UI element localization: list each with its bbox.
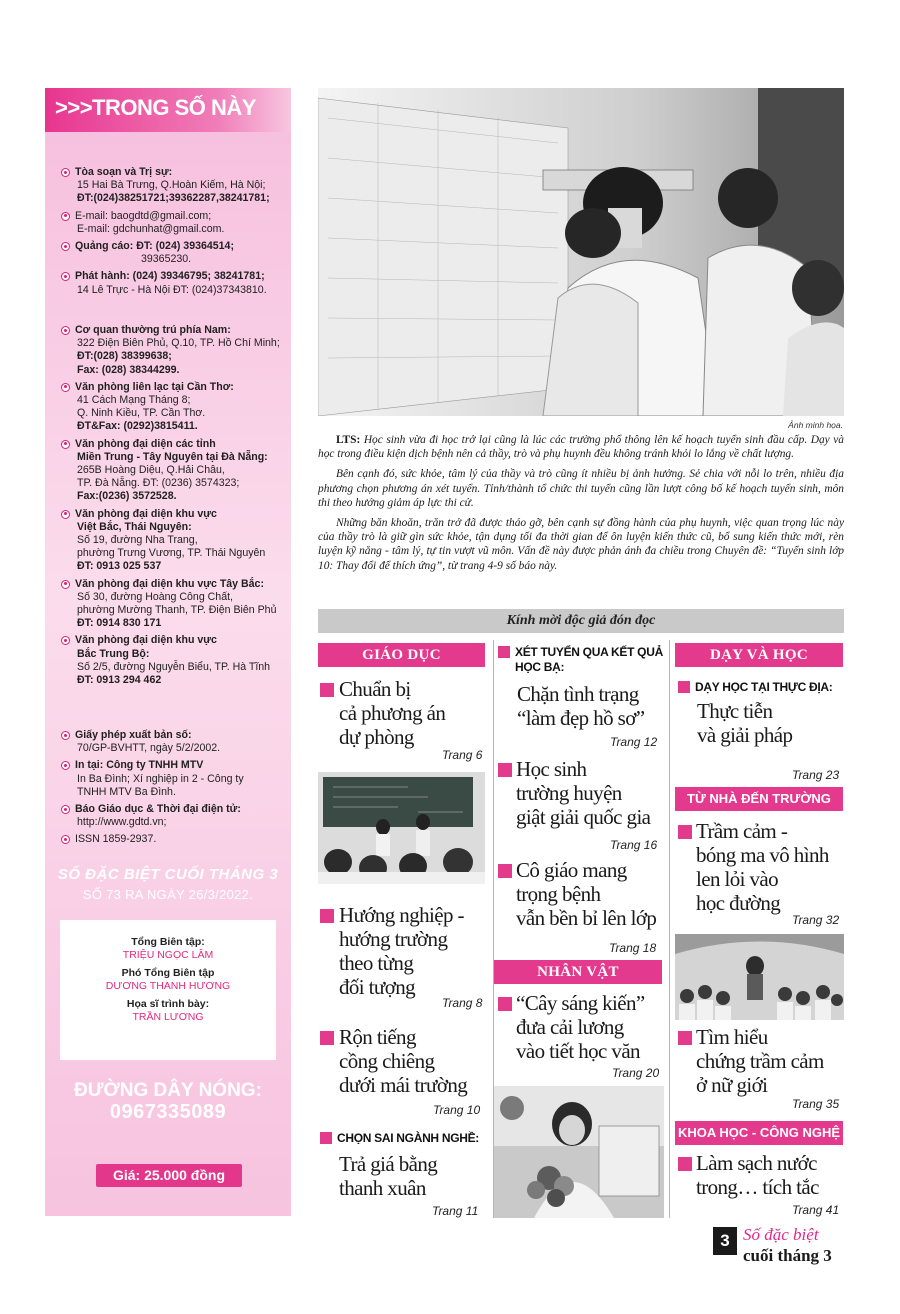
article-title: đối tượng bbox=[339, 975, 416, 999]
staff-role: Tổng Biên tập: bbox=[131, 936, 205, 948]
contact-item bbox=[61, 324, 287, 377]
contact-line: In Ba Đình; Xí nghiệp in 2 - Công ty bbox=[77, 772, 244, 785]
article-title: Chặn tình trạng bbox=[517, 682, 639, 706]
hotline-number: 0967335089 bbox=[109, 1101, 227, 1123]
contact-item bbox=[61, 438, 287, 504]
contact-item bbox=[61, 729, 287, 755]
bullet-icon bbox=[61, 272, 70, 281]
article-day-hoc-thuc-dia[interactable] bbox=[678, 680, 844, 784]
article-title: len lỏi vào bbox=[696, 867, 779, 891]
contact-line: ĐT: 0914 830 171 bbox=[77, 617, 162, 630]
bullet-icon bbox=[61, 636, 70, 645]
square-bullet-icon bbox=[678, 681, 690, 693]
classroom-photo-illustration bbox=[318, 772, 485, 884]
article-title: thanh xuân bbox=[339, 1176, 426, 1200]
bullet-icon bbox=[61, 212, 70, 221]
article-title: trong… tích tắc bbox=[696, 1175, 819, 1199]
contact-line: 39365230. bbox=[141, 253, 192, 266]
article-title: Rộn tiếng bbox=[339, 1025, 416, 1049]
article-chuan-bi[interactable] bbox=[320, 678, 485, 768]
contact-line: Số 2/5, đường Nguyễn Biểu, TP. Hà Tĩnh bbox=[77, 660, 271, 673]
contact-line: TNHH MTV Ba Đình. bbox=[77, 785, 176, 798]
article-xet-tuyen[interactable] bbox=[498, 645, 664, 755]
contact-line: ĐT:(028) 38399638; bbox=[77, 350, 172, 363]
school-event-photo bbox=[675, 934, 844, 1020]
contact-label: Giấy phép xuất bản số: bbox=[75, 729, 192, 741]
article-kicker: XÉT TUYỂN QUA KẾT QUẢ bbox=[515, 645, 663, 659]
contact-list-1 bbox=[61, 166, 287, 301]
students-photo-illustration bbox=[318, 88, 844, 416]
article-title: trọng bệnh bbox=[516, 882, 601, 906]
contact-line: ĐT&Fax: (0292)3815411. bbox=[77, 420, 198, 433]
article-page: Trang 18 bbox=[609, 941, 657, 955]
contact-label: Quảng cáo: ĐT: (024) 39364514; bbox=[75, 240, 234, 253]
article-title: dự phòng bbox=[339, 725, 414, 749]
sidebar bbox=[45, 88, 291, 1216]
article-title: cả phương án bbox=[339, 701, 446, 725]
square-bullet-icon bbox=[498, 864, 512, 878]
article-title: trường huyện bbox=[516, 781, 622, 805]
article-page: Trang 10 bbox=[433, 1103, 481, 1117]
square-bullet-icon bbox=[320, 683, 334, 697]
article-title: và giải pháp bbox=[697, 723, 793, 747]
contact-line: Bắc Trung Bộ: bbox=[77, 647, 150, 660]
square-bullet-icon bbox=[498, 763, 512, 777]
article-page: Trang 12 bbox=[610, 735, 658, 749]
bullet-icon bbox=[61, 805, 70, 814]
article-page: Trang 11 bbox=[432, 1204, 479, 1218]
contact-label: Tòa soạn và Trị sự: bbox=[75, 166, 173, 178]
teacher-award-photo-illustration bbox=[494, 1086, 664, 1218]
article-title: chứng trầm cảm bbox=[696, 1049, 824, 1073]
bullet-icon bbox=[61, 383, 70, 392]
contact-line: phường Trưng Vương, TP. Thái Nguyên bbox=[77, 547, 266, 560]
contact-line: Số 30, đường Hoàng Công Chất, bbox=[77, 590, 233, 603]
bullet-icon bbox=[61, 242, 70, 251]
article-title: Cô giáo mang bbox=[516, 858, 627, 882]
contact-item bbox=[61, 508, 287, 574]
contact-label: In tại: Công ty TNHH MTV bbox=[75, 759, 204, 772]
square-bullet-icon bbox=[320, 1132, 332, 1144]
section-khoa-hoc-cong-nghe: KHOA HỌC - CÔNG NGHỆ bbox=[675, 1121, 843, 1145]
contact-item bbox=[61, 381, 287, 434]
lts-label: LTS: bbox=[336, 434, 361, 446]
staff-role: Phó Tổng Biên tập bbox=[121, 967, 215, 979]
intro-paragraph-2: Bên cạnh đó, sức khỏe, tâm lý của thầy và trò cũng ít nhiều bị ảnh hưởng. Sẻ chia với nỗi lo trên, nhiều địa phương chọn phương án xét tuyển. Tỉnh/thành tổ chức thi tuyển cũng lần lượt công bố kế hoạch tuyển sinh, môn thi theo hướng giảm áp lực thi cử. bbox=[318, 468, 844, 509]
contact-item bbox=[61, 240, 287, 266]
contact-line: ĐT:(024)38251721;39362287,38241781; bbox=[77, 192, 270, 205]
article-title: Làm sạch nước bbox=[696, 1151, 817, 1175]
bullet-icon bbox=[61, 440, 70, 449]
contact-line: 41 Cách Mạng Tháng 8; bbox=[77, 394, 191, 407]
article-title: cồng chiêng bbox=[339, 1049, 435, 1073]
contact-label: Văn phòng đại diện khu vực bbox=[75, 634, 217, 647]
contact-line: E-mail: gdchunhat@gmail.com. bbox=[77, 222, 225, 235]
article-title: giật giải quốc gia bbox=[516, 805, 651, 829]
bullet-icon bbox=[61, 761, 70, 770]
issue-number: SỐ 73 RA NGÀY 26/3/2022. bbox=[82, 887, 254, 902]
editor-note bbox=[318, 433, 844, 579]
contact-line: phường Mường Thanh, TP. Điện Biên Phủ bbox=[77, 604, 277, 617]
contact-line: ĐT: 0913 294 462 bbox=[77, 674, 162, 687]
contact-label: Cơ quan thường trú phía Nam: bbox=[75, 324, 231, 336]
contact-line: Fax:(0236) 3572528. bbox=[77, 490, 177, 503]
contact-line: 14 Lê Trực - Hà Nội ĐT: (024)37343810. bbox=[77, 283, 267, 296]
contact-line: Q. Ninh Kiều, TP. Cần Thơ. bbox=[77, 407, 206, 420]
bullet-icon bbox=[61, 731, 70, 740]
contact-label: E-mail: baogdtd@gmail.com; bbox=[75, 209, 212, 222]
intro-text: Học sinh vừa đi học trở lại cũng là lúc các trường phổ thông lên kế hoạch tuyển sinh đầu cấp. Dạy và học trong điều kiện dịch bệnh nên cả thầy, trò và phụ huynh đều không tránh khỏi lo lắng về chất lượng. bbox=[318, 434, 844, 461]
intro-paragraph-3: Những băn khoăn, trăn trở đã được tháo gỡ, bên cạnh sự đồng hành của phụ huynh, việc quan trọng lúc này của thầy trò là giữ gìn sức khỏe, tận dụng tối đa thời gian để ôn luyện kiến thức cũ, bổ sung kiến thức mới, rèn luyện kỹ năng - tâm lý, tự tin vượt vũ môn. Vấn đề này được phản ánh đa chiều trong Chuyên đề: “Tuyển sinh lớp 10: Thay đổi để thích ứng”, từ trang 4-9 số báo này. bbox=[318, 517, 844, 572]
article-title: Trầm cảm - bbox=[696, 819, 788, 843]
contact-item bbox=[61, 759, 287, 799]
photo-caption: Ảnh minh họa. bbox=[788, 420, 843, 430]
contact-label: Văn phòng đại diện các tỉnh bbox=[75, 437, 216, 450]
article-page: Trang 8 bbox=[442, 996, 483, 1010]
invite-banner: Kính mời độc giả đón đọc bbox=[318, 609, 844, 633]
article-kicker: CHỌN SAI NGÀNH NGHỀ: bbox=[337, 1131, 480, 1145]
bullet-icon bbox=[61, 510, 70, 519]
contact-line: Fax: (028) 38344299. bbox=[77, 363, 180, 376]
square-bullet-icon bbox=[498, 997, 512, 1011]
classroom-photo bbox=[318, 772, 485, 884]
square-bullet-icon bbox=[678, 1031, 692, 1045]
contact-line: 15 Hai Bà Trưng, Q.Hoàn Kiếm, Hà Nội; bbox=[77, 179, 266, 192]
bullet-icon bbox=[61, 835, 70, 844]
article-title: bóng ma vô hình bbox=[696, 843, 829, 867]
article-title: “làm đẹp hồ sơ” bbox=[517, 706, 645, 730]
article-cay-sang-kien[interactable] bbox=[498, 992, 664, 1082]
sidebar-header-text: >>>TRONG SỐ NÀY bbox=[55, 95, 256, 120]
article-title: Chuẩn bị bbox=[339, 677, 411, 701]
article-page: Trang 6 bbox=[442, 748, 483, 762]
contact-line: Việt Bắc, Thái Nguyên: bbox=[77, 520, 192, 533]
article-title: Thực tiễn bbox=[697, 699, 773, 723]
contact-item bbox=[61, 803, 287, 829]
special-issue-title: SỐ ĐẶC BIỆT CUỐI THÁNG 3 bbox=[57, 866, 279, 883]
contact-line: 70/GP-BVHTT, ngày 5/2/2002. bbox=[77, 742, 221, 755]
section-giao-duc: GIÁO DỤC bbox=[318, 643, 485, 667]
contact-line: TP. Đà Nẵng. ĐT: (0236) 3574323; bbox=[77, 477, 240, 490]
article-chon-sai-nganh[interactable] bbox=[320, 1131, 485, 1223]
square-bullet-icon bbox=[498, 646, 510, 658]
contact-item bbox=[61, 166, 287, 206]
article-tim-hieu-tram-cam[interactable] bbox=[678, 1026, 844, 1116]
square-bullet-icon bbox=[678, 1157, 692, 1171]
contact-item bbox=[61, 210, 287, 236]
article-title: học đường bbox=[696, 891, 781, 915]
contact-label: Báo Giáo dục & Thời đại điện tử: bbox=[75, 803, 241, 816]
article-kicker: DẠY HỌC TẠI THỰC ĐỊA: bbox=[695, 680, 833, 694]
article-page: Trang 16 bbox=[610, 838, 658, 852]
issue-label-line2: cuối tháng 3 bbox=[743, 1246, 832, 1265]
article-title: vẫn bền bỉ lên lớp bbox=[516, 906, 657, 930]
intro-paragraph-1 bbox=[318, 433, 844, 461]
school-event-photo-illustration bbox=[675, 934, 844, 1020]
contact-line: Miền Trung - Tây Nguyên tại Đà Nẵng: bbox=[77, 450, 268, 463]
square-bullet-icon bbox=[320, 909, 334, 923]
contact-label: Văn phòng đại diện khu vực Tây Bắc: bbox=[75, 577, 264, 590]
staff-box bbox=[60, 920, 276, 1060]
contact-label: ISSN 1859-2937. bbox=[75, 833, 157, 846]
article-page: Trang 20 bbox=[612, 1066, 660, 1080]
page-number: 3 bbox=[713, 1227, 737, 1255]
contact-item bbox=[61, 634, 287, 687]
column-divider bbox=[669, 640, 670, 1218]
article-title: theo từng bbox=[339, 951, 414, 975]
article-title: dưới mái trường bbox=[339, 1073, 468, 1097]
article-page: Trang 32 bbox=[792, 913, 840, 927]
section-tu-nha-den-truong: TỪ NHÀ ĐẾN TRƯỜNG bbox=[675, 787, 843, 811]
staff-name: TRIỆU NGỌC LÂM bbox=[122, 949, 214, 961]
contact-line: http://www.gdtd.vn; bbox=[77, 816, 167, 829]
contact-label: Văn phòng đại diện khu vực bbox=[75, 507, 217, 520]
contact-label: Văn phòng liên lạc tại Cần Thơ: bbox=[75, 380, 234, 393]
staff-role: Họa sĩ trình bày: bbox=[126, 998, 210, 1010]
contact-line: 322 Điện Biên Phủ, Q.10, TP. Hồ Chí Minh; bbox=[77, 337, 280, 350]
staff-name: DƯƠNG THANH HƯƠNG bbox=[105, 980, 231, 992]
contact-list-3 bbox=[61, 729, 287, 851]
contact-item bbox=[61, 270, 287, 296]
square-bullet-icon bbox=[678, 825, 692, 839]
square-bullet-icon bbox=[320, 1031, 334, 1045]
contact-label: Phát hành: (024) 39346795; 38241781; bbox=[75, 270, 265, 283]
bullet-icon bbox=[61, 580, 70, 589]
contact-item bbox=[61, 578, 287, 631]
hotline-label: ĐƯỜNG DÂY NÓNG: bbox=[74, 1080, 262, 1101]
contact-item bbox=[61, 833, 287, 846]
bullet-icon bbox=[61, 168, 70, 177]
article-page: Trang 41 bbox=[792, 1203, 840, 1217]
contact-line: Số 19, đường Nha Trang, bbox=[77, 534, 198, 547]
article-kicker: HỌC BẠ: bbox=[515, 660, 565, 674]
article-title: hướng trường bbox=[339, 927, 448, 951]
section-nhan-vat: NHÂN VẬT bbox=[494, 960, 662, 984]
contact-line: 265B Hoàng Diệu, Q.Hải Châu, bbox=[77, 464, 225, 477]
price-badge: Giá: 25.000 đồng bbox=[96, 1164, 242, 1187]
bullet-icon bbox=[61, 326, 70, 335]
students-photo bbox=[318, 88, 844, 416]
article-title: “Cây sáng kiến” bbox=[516, 991, 645, 1015]
teacher-award-photo bbox=[494, 1086, 664, 1218]
article-page: Trang 35 bbox=[792, 1097, 840, 1111]
article-title: Hướng nghiệp - bbox=[339, 903, 464, 927]
article-title: Học sinh bbox=[516, 757, 587, 781]
sidebar-header bbox=[45, 88, 291, 132]
issue-label-line1: Số đặc biệt bbox=[743, 1225, 819, 1244]
article-title: Trả giá bằng bbox=[339, 1152, 438, 1176]
article-title: vào tiết học văn bbox=[516, 1039, 640, 1063]
article-huong-nghiep[interactable] bbox=[320, 904, 485, 1016]
section-day-va-hoc: DẠY VÀ HỌC bbox=[675, 643, 843, 667]
article-title: Tìm hiểu bbox=[696, 1025, 768, 1049]
article-co-giao[interactable] bbox=[498, 859, 664, 957]
article-title: ở nữ giới bbox=[696, 1073, 768, 1097]
article-ron-tieng[interactable] bbox=[320, 1026, 485, 1120]
contact-line: ĐT: 0913 025 537 bbox=[77, 560, 162, 573]
article-lam-sach-nuoc[interactable] bbox=[678, 1152, 844, 1222]
article-title: đưa cải lương bbox=[516, 1015, 624, 1039]
staff-name: TRẦN LƯƠNG bbox=[132, 1011, 204, 1023]
article-hoc-sinh-truong-huyen[interactable] bbox=[498, 758, 664, 854]
contact-list-2 bbox=[61, 324, 287, 691]
article-tram-cam[interactable] bbox=[678, 820, 844, 930]
article-page: Trang 23 bbox=[792, 768, 840, 782]
